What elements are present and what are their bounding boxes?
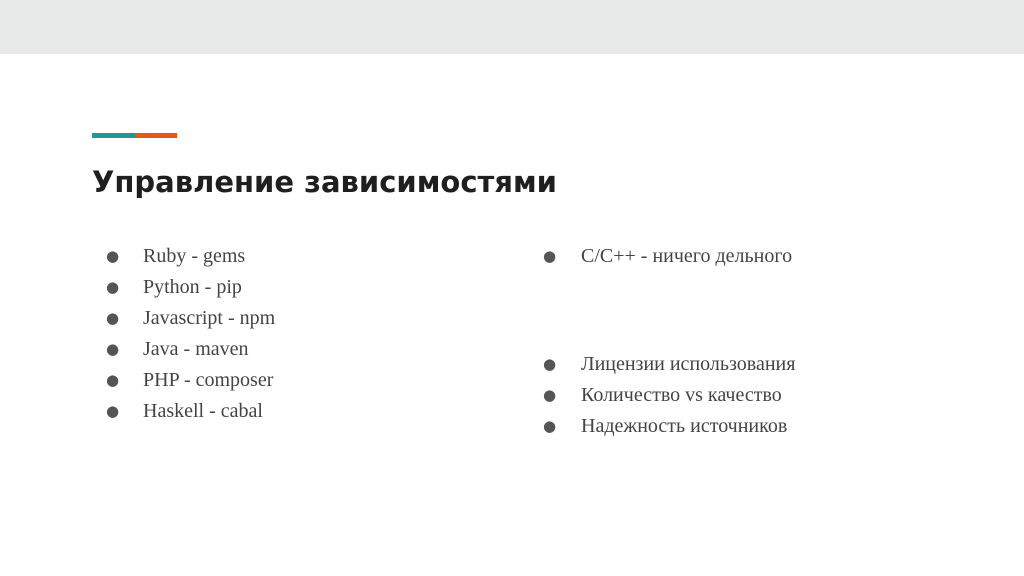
right-top-bullet-list xyxy=(543,241,792,272)
list-item xyxy=(106,303,275,334)
list-item xyxy=(543,349,795,380)
list-item xyxy=(106,334,275,365)
bullet-icon: ● xyxy=(106,402,120,420)
list-item xyxy=(543,241,792,272)
slide-title: Управление зависимостями xyxy=(92,165,557,199)
list-item xyxy=(106,396,275,427)
list-item-text: Лицензии использования xyxy=(581,353,796,375)
list-item-text: Надежность источников xyxy=(581,415,788,437)
list-item-text: Javascript - npm xyxy=(143,307,276,329)
accent-bar-orange xyxy=(135,133,177,138)
accent-bar-teal xyxy=(92,133,135,138)
bullet-icon: ● xyxy=(106,340,120,358)
bullet-icon: ● xyxy=(543,417,557,435)
bullet-icon: ● xyxy=(106,278,120,296)
bullet-icon: ● xyxy=(106,371,120,389)
left-bullet-list xyxy=(106,241,275,427)
bullet-icon: ● xyxy=(543,386,557,404)
list-item-text: Haskell - cabal xyxy=(143,400,263,422)
bullet-icon: ● xyxy=(543,247,557,265)
list-item xyxy=(106,365,275,396)
list-item xyxy=(106,241,275,272)
list-item-text: Ruby - gems xyxy=(143,245,246,267)
list-item-text: Количество vs качество xyxy=(581,384,782,406)
list-item-text: PHP - composer xyxy=(143,369,274,391)
bullet-icon: ● xyxy=(543,355,557,373)
right-bottom-bullet-list xyxy=(543,349,795,442)
list-item xyxy=(543,411,795,442)
list-item xyxy=(543,380,795,411)
list-item-text: C/C++ - ничего дельного xyxy=(581,245,793,267)
bullet-icon: ● xyxy=(106,309,120,327)
top-band xyxy=(0,0,1024,54)
list-item-text: Java - maven xyxy=(143,338,249,360)
list-item-text: Python - pip xyxy=(143,276,242,298)
bullet-icon: ● xyxy=(106,247,120,265)
list-item xyxy=(106,272,275,303)
